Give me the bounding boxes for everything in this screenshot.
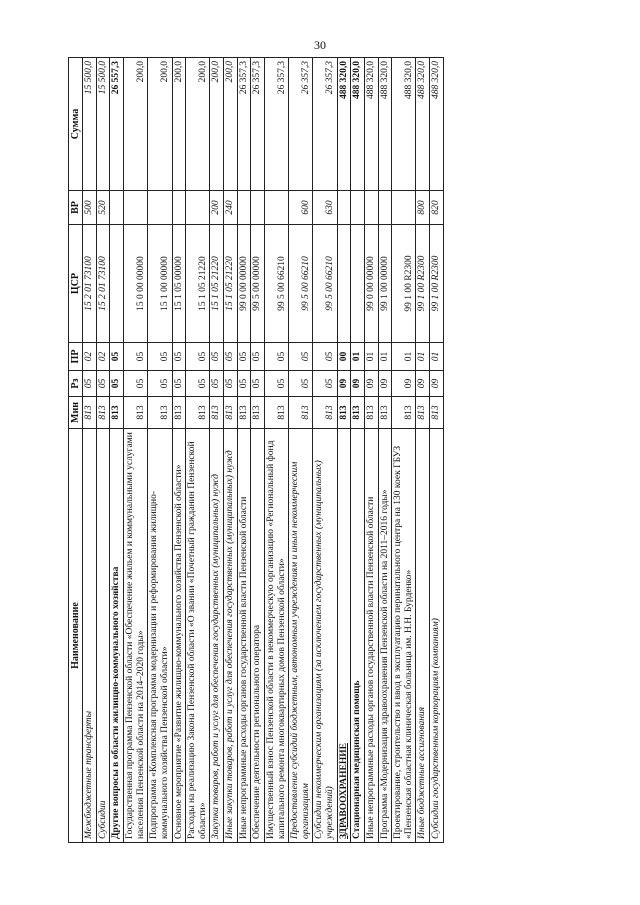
table-row [289, 58, 313, 843]
cell-rz: 09 [392, 371, 416, 397]
cell-pr: 01 [392, 343, 416, 371]
cell-sum: 200,0 [224, 58, 238, 191]
cell-pr: 05 [210, 343, 224, 371]
cell-rz: 09 [378, 371, 392, 397]
table-header-row [69, 58, 83, 843]
cell-vr [237, 191, 251, 225]
cell-pr: 05 [224, 343, 238, 371]
cell-name: Субсидии [96, 429, 110, 843]
table-row [186, 58, 210, 843]
cell-name: Имущественный взнос Пензенской области в некоммерческую организацию «Региональный фонд капитального ремонта многоквартирных домов Пензенской области» [264, 429, 288, 843]
cell-min: 813 [172, 397, 186, 429]
table-row [172, 58, 186, 843]
header-rz: Рз [69, 371, 83, 397]
header-min: Мин [69, 397, 83, 429]
cell-min: 813 [210, 397, 224, 429]
cell-vr: 820 [430, 191, 444, 225]
table-row [264, 58, 288, 843]
cell-min: 813 [430, 397, 444, 429]
cell-csr: 15 1 05 00000 [172, 225, 186, 343]
cell-min: 813 [289, 397, 313, 429]
cell-pr: 02 [83, 343, 97, 371]
cell-csr: 15 0 00 00000 [124, 225, 148, 343]
cell-sum: 15 500,0 [96, 58, 110, 191]
cell-sum: 15 500,0 [83, 58, 97, 191]
cell-rz: 05 [210, 371, 224, 397]
cell-rz: 05 [124, 371, 148, 397]
cell-pr: 05 [148, 343, 172, 371]
cell-vr [392, 191, 416, 225]
header-name: Наименование [69, 429, 83, 843]
cell-csr: 15 1 00 00000 [148, 225, 172, 343]
cell-min: 813 [313, 397, 337, 429]
cell-min: 813 [416, 397, 430, 429]
cell-name: Основное мероприятие «Развитие жилищно-коммунального хозяйства Пензенской области» [172, 429, 186, 843]
cell-pr: 05 [110, 343, 124, 371]
cell-pr: 05 [313, 343, 337, 371]
cell-sum: 200,0 [148, 58, 172, 191]
cell-min: 813 [364, 397, 378, 429]
cell-rz: 05 [251, 371, 265, 397]
cell-rz: 05 [237, 371, 251, 397]
cell-name: Межбюджетные трансферты [83, 429, 97, 843]
cell-rz: 05 [264, 371, 288, 397]
table-row [124, 58, 148, 843]
cell-rz: 05 [110, 371, 124, 397]
cell-vr: 630 [313, 191, 337, 225]
cell-rz: 05 [96, 371, 110, 397]
cell-sum: 200,0 [186, 58, 210, 191]
cell-rz: 09 [364, 371, 378, 397]
cell-sum: 200,0 [210, 58, 224, 191]
cell-min: 813 [224, 397, 238, 429]
cell-vr [337, 191, 351, 225]
cell-csr: 99 5 00 66210 [264, 225, 288, 343]
cell-name: Другие вопросы в области жилищно-коммунального хозяйства [110, 429, 124, 843]
cell-vr: 600 [289, 191, 313, 225]
table-row [392, 58, 416, 843]
cell-min: 813 [392, 397, 416, 429]
cell-pr: 01 [364, 343, 378, 371]
cell-vr [172, 191, 186, 225]
cell-vr: 200 [210, 191, 224, 225]
cell-vr [364, 191, 378, 225]
cell-pr: 05 [186, 343, 210, 371]
cell-name: Государственная программа Пензенской области «Обеспечение жильем и коммунальными услугами населения Пензенской области на 2014–2020 годы» [124, 429, 148, 843]
cell-vr [124, 191, 148, 225]
cell-pr: 05 [172, 343, 186, 371]
table-row [210, 58, 224, 843]
header-sum: Сумма [69, 58, 83, 191]
cell-name: Иные бюджетные ассигнования [416, 429, 430, 843]
cell-csr: 15 1 05 21220 [186, 225, 210, 343]
cell-rz: 05 [313, 371, 337, 397]
cell-pr: 00 [337, 343, 351, 371]
cell-csr: 99 0 00 00000 [237, 225, 251, 343]
cell-vr [251, 191, 265, 225]
rotated-table-area [68, 58, 594, 843]
cell-sum: 26 357,3 [313, 58, 337, 191]
table-row [378, 58, 392, 843]
header-vr: ВР [69, 191, 83, 225]
budget-table [68, 57, 444, 843]
cell-rz: 09 [430, 371, 444, 397]
cell-pr: 05 [264, 343, 288, 371]
cell-pr: 05 [289, 343, 313, 371]
cell-pr: 01 [351, 343, 365, 371]
table-row [224, 58, 238, 843]
table-row [110, 58, 124, 843]
table-row [416, 58, 430, 843]
cell-rz: 05 [224, 371, 238, 397]
cell-name: Иные непрограммные расходы органов государственной власти Пензенской области [237, 429, 251, 843]
cell-min: 813 [251, 397, 265, 429]
cell-name: Проектирование, строительство и ввод в эксплуатацию перинатального центра на 130 коек ГБУЗ «Пензенская областная клиническая больница им. Н.Н. Бурденко» [392, 429, 416, 843]
cell-rz: 09 [351, 371, 365, 397]
cell-vr: 240 [224, 191, 238, 225]
table-row [313, 58, 337, 843]
cell-name: Подпрограмма «Комплексная программа модернизации и реформирования жилищно-коммунального хозяйства Пензенской области» [148, 429, 172, 843]
cell-min: 813 [237, 397, 251, 429]
cell-name: Предоставление субсидий бюджетным, автономным учреждениям и иным некоммерческим организациям [289, 429, 313, 843]
table-row [83, 58, 97, 843]
cell-rz: 05 [148, 371, 172, 397]
cell-min: 813 [378, 397, 392, 429]
cell-csr: 99 5 00 00000 [251, 225, 265, 343]
table-row [148, 58, 172, 843]
cell-sum: 488 320,0 [430, 58, 444, 191]
cell-csr: 99 1 00 R2300 [430, 225, 444, 343]
cell-min: 813 [96, 397, 110, 429]
cell-name: Субсидии государственным корпорациям (компаниям) [430, 429, 444, 843]
cell-rz: 05 [83, 371, 97, 397]
cell-name: Иные непрограммные расходы органов государственной власти Пензенской области [364, 429, 378, 843]
cell-vr [264, 191, 288, 225]
cell-sum: 26 357,3 [237, 58, 251, 191]
table-row [430, 58, 444, 843]
cell-sum: 488 320,0 [351, 58, 365, 191]
cell-sum: 26 357,3 [289, 58, 313, 191]
cell-sum: 488 320,0 [416, 58, 430, 191]
cell-rz: 09 [337, 371, 351, 397]
table-row [96, 58, 110, 843]
cell-sum: 488 320,0 [337, 58, 351, 191]
table-row [251, 58, 265, 843]
cell-min: 813 [351, 397, 365, 429]
cell-sum: 488 320,0 [378, 58, 392, 191]
cell-sum: 488 320,0 [392, 58, 416, 191]
cell-csr: 99 5 00 66210 [313, 225, 337, 343]
budget-table-sheet [68, 58, 594, 843]
cell-rz: 09 [416, 371, 430, 397]
cell-sum: 26 357,3 [264, 58, 288, 191]
table-row [364, 58, 378, 843]
cell-vr [148, 191, 172, 225]
cell-sum: 200,0 [172, 58, 186, 191]
cell-pr: 05 [237, 343, 251, 371]
cell-vr [351, 191, 365, 225]
cell-min: 813 [264, 397, 288, 429]
table-row [337, 58, 351, 843]
cell-min: 813 [148, 397, 172, 429]
cell-pr: 05 [124, 343, 148, 371]
cell-min: 813 [186, 397, 210, 429]
cell-csr: 15 1 05 21220 [210, 225, 224, 343]
cell-pr: 01 [430, 343, 444, 371]
header-pr: ПР [69, 343, 83, 371]
cell-name: Иные закупки товаров, работ и услуг для обеспечения государственных (муниципальных) нужд [224, 429, 238, 843]
cell-csr: 99 1 00 R2300 [392, 225, 416, 343]
cell-csr: 99 0 00 00000 [364, 225, 378, 343]
cell-csr [337, 225, 351, 343]
cell-rz: 05 [172, 371, 186, 397]
cell-vr [378, 191, 392, 225]
cell-pr: 05 [251, 343, 265, 371]
cell-vr: 800 [416, 191, 430, 225]
cell-sum: 26 357,3 [251, 58, 265, 191]
cell-name: Субсидии некоммерческим организациям (за исключением государственных (муниципальных) учреждений) [313, 429, 337, 843]
table-body [83, 58, 444, 843]
cell-pr: 01 [416, 343, 430, 371]
table-row [237, 58, 251, 843]
cell-sum: 26 557,3 [110, 58, 124, 191]
cell-sum: 488 320,0 [364, 58, 378, 191]
header-csr: ЦСР [69, 225, 83, 343]
cell-csr [110, 225, 124, 343]
cell-csr: 15 1 05 21220 [224, 225, 238, 343]
cell-min: 813 [337, 397, 351, 429]
cell-name: Расходы на реализацию Закона Пензенской области «О звании «Почетный гражданин Пензенской области» [186, 429, 210, 843]
cell-min: 813 [124, 397, 148, 429]
cell-pr: 02 [96, 343, 110, 371]
cell-rz: 05 [289, 371, 313, 397]
cell-name: Программа «Модернизация здравоохранения Пензенской области на 2011–2016 годы» [378, 429, 392, 843]
cell-name: ЗДРАВООХРАНЕНИЕ [337, 429, 351, 843]
cell-min: 813 [110, 397, 124, 429]
cell-vr: 500 [83, 191, 97, 225]
cell-name: Закупка товаров, работ и услуг для обеспечения государственных (муниципальных) нужд [210, 429, 224, 843]
cell-csr: 15 2 01 73100 [96, 225, 110, 343]
cell-csr [351, 225, 365, 343]
cell-pr: 01 [378, 343, 392, 371]
cell-csr: 15 2 01 73100 [83, 225, 97, 343]
cell-vr: 520 [96, 191, 110, 225]
table-row [351, 58, 365, 843]
cell-min: 813 [83, 397, 97, 429]
cell-csr: 99 1 00 R2300 [416, 225, 430, 343]
cell-name: Стационарная медицинская помощь [351, 429, 365, 843]
cell-csr: 99 5 00 66210 [289, 225, 313, 343]
cell-vr [110, 191, 124, 225]
cell-sum: 200,0 [124, 58, 148, 191]
cell-csr: 99 1 00 00000 [378, 225, 392, 343]
cell-vr [186, 191, 210, 225]
cell-name: Обеспечение деятельности регионального оператора [251, 429, 265, 843]
page-number: 30 [314, 38, 326, 52]
cell-rz: 05 [186, 371, 210, 397]
